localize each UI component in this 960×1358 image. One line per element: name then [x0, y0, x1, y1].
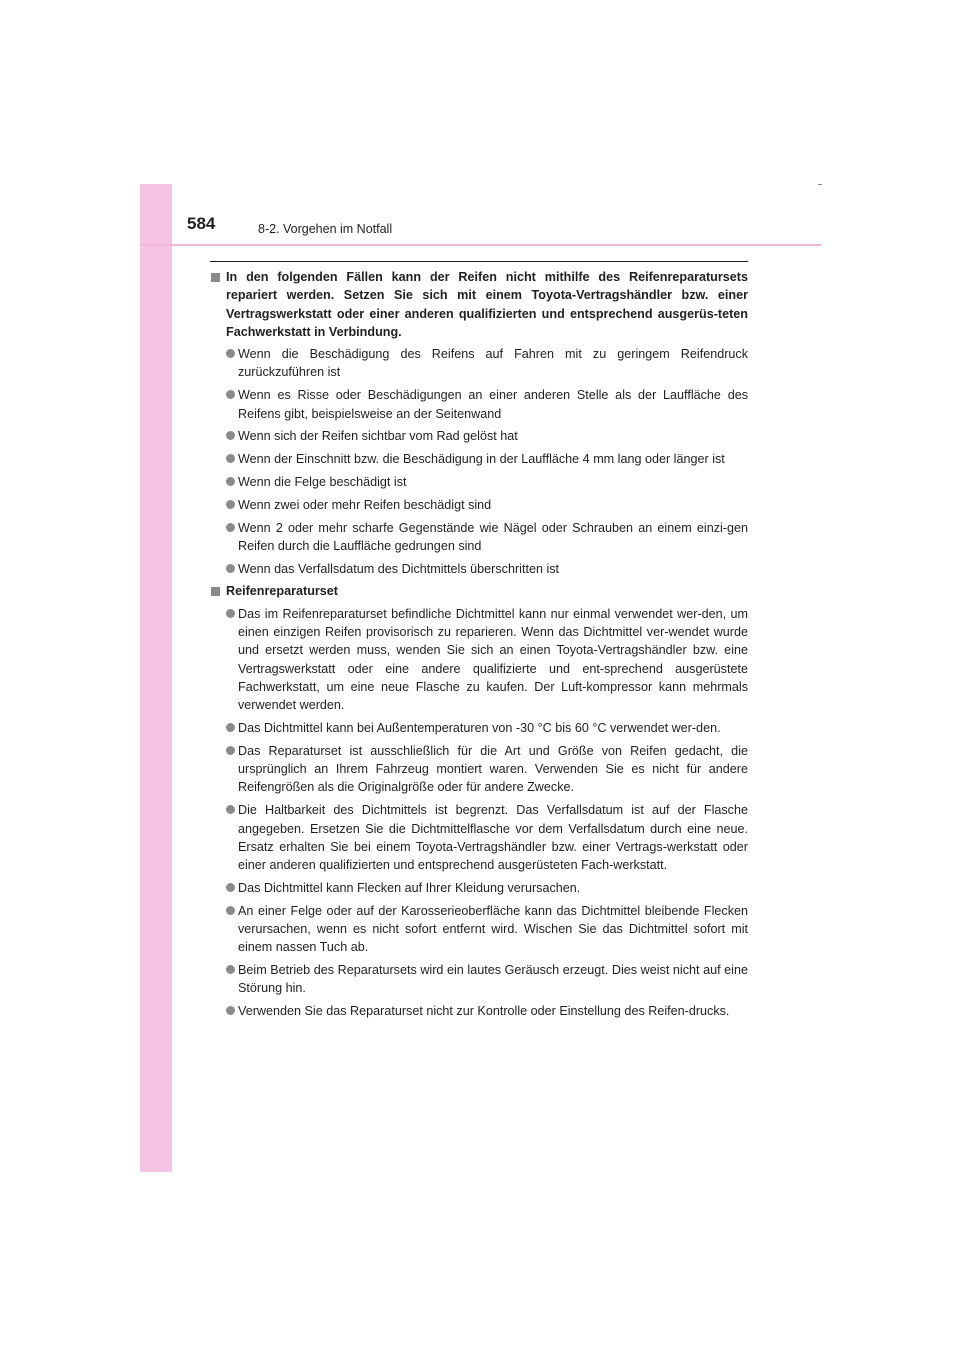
- circle-bullet-icon: [226, 477, 235, 486]
- bullet-list-repair-kit: [210, 605, 748, 1021]
- list-item-text: Wenn die Beschädigung des Reifens auf Fahren mit zu geringem Reifendruck zurückzuführen ist: [238, 347, 748, 380]
- section-title: 8-2. Vorgehen im Notfall: [258, 222, 393, 236]
- list-item: [226, 473, 748, 491]
- section-heading-repair-kit: [210, 582, 748, 600]
- list-item-text: Das im Reifenreparaturset befindliche Dichtmittel kann nur einmal verwendet wer-den, um einen einzigen Reifen provisorisch zu reparieren. Wenn das Dichtmittel ver-wendet wurde und ersetzt werden muss, wenden Sie sich an einen Toyota-Vertragshändler bzw. eine Vertragswerkstatt oder eine andere qualifizierte und ent-sprechend ausgerüstete Fachwerkstatt, um eine neue Flasche zu kaufen. Der Luft-kompressor kann mehrmals verwendet werden.: [238, 606, 748, 713]
- header-divider: [140, 244, 821, 246]
- square-bullet-icon: [211, 273, 220, 282]
- list-item: [226, 902, 748, 957]
- list-item: [226, 345, 748, 382]
- list-item: [226, 519, 748, 556]
- list-item-text: Verwenden Sie das Reparaturset nicht zur Kontrolle oder Einstellung des Reifen-drucks.: [238, 1004, 730, 1019]
- list-item-text: Das Dichtmittel kann bei Außentemperaturen von -30 °C bis 60 °C verwendet wer-den.: [238, 721, 721, 736]
- list-item-text: Das Dichtmittel kann Flecken auf Ihrer Kleidung verursachen.: [238, 880, 581, 895]
- list-item-text: Das Reparaturset ist ausschließlich für die Art und Größe von Reifen gedacht, die ursprünglich an Ihrem Fahrzeug montiert waren. Verwenden Sie es nicht für andere Reifengrößen als die Originalgröße oder für andere Zwecke.: [238, 743, 748, 795]
- list-item: [226, 801, 748, 874]
- list-item-text: Wenn sich der Reifen sichtbar vom Rad gelöst hat: [238, 429, 518, 444]
- section-heading-text: Reifenreparaturset: [226, 584, 338, 599]
- list-item: [226, 450, 748, 468]
- circle-bullet-icon: [226, 431, 235, 440]
- content-top-rule: [210, 261, 748, 262]
- section-heading-repair-limits: [210, 268, 748, 341]
- list-item: [226, 386, 748, 423]
- list-item: [226, 879, 748, 897]
- circle-bullet-icon: [226, 906, 235, 915]
- section-heading-text: In den folgenden Fällen kann der Reifen nicht mithilfe des Reifenreparatursets repariert werden. Setzen Sie sich mit einem Toyota-Vertragshändler bzw. einer Vertragswerkstatt oder einer anderen qualifizierten und entsprechend ausgerüs-teten Fachwerkstatt in Verbindung.: [226, 270, 748, 339]
- page-content: [210, 268, 748, 1025]
- list-item-text: Beim Betrieb des Reparatursets wird ein lautes Geräusch erzeugt. Dies weist nicht auf eine Störung hin.: [238, 963, 748, 996]
- page-number: 584: [187, 214, 216, 233]
- circle-bullet-icon: [226, 965, 235, 974]
- list-item-text: Wenn zwei oder mehr Reifen beschädigt sind: [238, 497, 492, 512]
- circle-bullet-icon: [226, 883, 235, 892]
- list-item: [226, 605, 748, 715]
- bullet-list-repair-limits: [210, 345, 748, 578]
- list-item: [226, 961, 748, 998]
- circle-bullet-icon: [226, 523, 235, 532]
- circle-bullet-icon: [226, 454, 235, 463]
- crop-mark: [818, 184, 822, 185]
- list-item-text: Wenn es Risse oder Beschädigungen an einer anderen Stelle als der Lauffläche des Reifens gibt, beispielsweise an der Seitenwand: [238, 388, 748, 421]
- list-item: [226, 1002, 748, 1020]
- list-item: [226, 742, 748, 797]
- list-item-text: Wenn der Einschnitt bzw. die Beschädigung in der Lauffläche 4 mm lang oder länger ist: [238, 452, 725, 467]
- circle-bullet-icon: [226, 564, 235, 573]
- list-item-text: Wenn die Felge beschädigt ist: [238, 474, 407, 489]
- list-item-text: Wenn 2 oder mehr scharfe Gegenstände wie Nägel oder Schrauben an einem einzi-gen Reifen durch die Lauffläche gedrungen sind: [238, 520, 748, 553]
- list-item-text: Wenn das Verfallsdatum des Dichtmittels überschritten ist: [238, 561, 560, 576]
- circle-bullet-icon: [226, 609, 235, 618]
- square-bullet-icon: [211, 587, 220, 596]
- pink-side-tab: [140, 184, 172, 1172]
- list-item-text: An einer Felge oder auf der Karosserieoberfläche kann das Dichtmittel bleibende Flecken verursachen, wenn es nicht sofort entfernt wird. Wischen Sie das Dichtmittel sofort mit einem nassen Tuch ab.: [238, 903, 748, 955]
- list-item-text: Die Haltbarkeit des Dichtmittels ist begrenzt. Das Verfallsdatum ist auf der Flasche angegeben. Ersetzen Sie die Dichtmittelflasche vor dem Verfallsdatum durch eine neue. Ersatz erhalten Sie bei einem Toyota-Vertragshändler bzw. einer Vertrags-werkstatt oder einer anderen qualifizierten und entsprechend ausgerüsteten Fach-werkstatt.: [238, 803, 748, 873]
- circle-bullet-icon: [226, 723, 235, 732]
- circle-bullet-icon: [226, 390, 235, 399]
- circle-bullet-icon: [226, 349, 235, 358]
- list-item: [226, 719, 748, 737]
- circle-bullet-icon: [226, 746, 235, 755]
- circle-bullet-icon: [226, 805, 235, 814]
- circle-bullet-icon: [226, 500, 235, 509]
- list-item: [226, 496, 748, 514]
- circle-bullet-icon: [226, 1006, 235, 1015]
- list-item: [226, 560, 748, 578]
- list-item: [226, 427, 748, 445]
